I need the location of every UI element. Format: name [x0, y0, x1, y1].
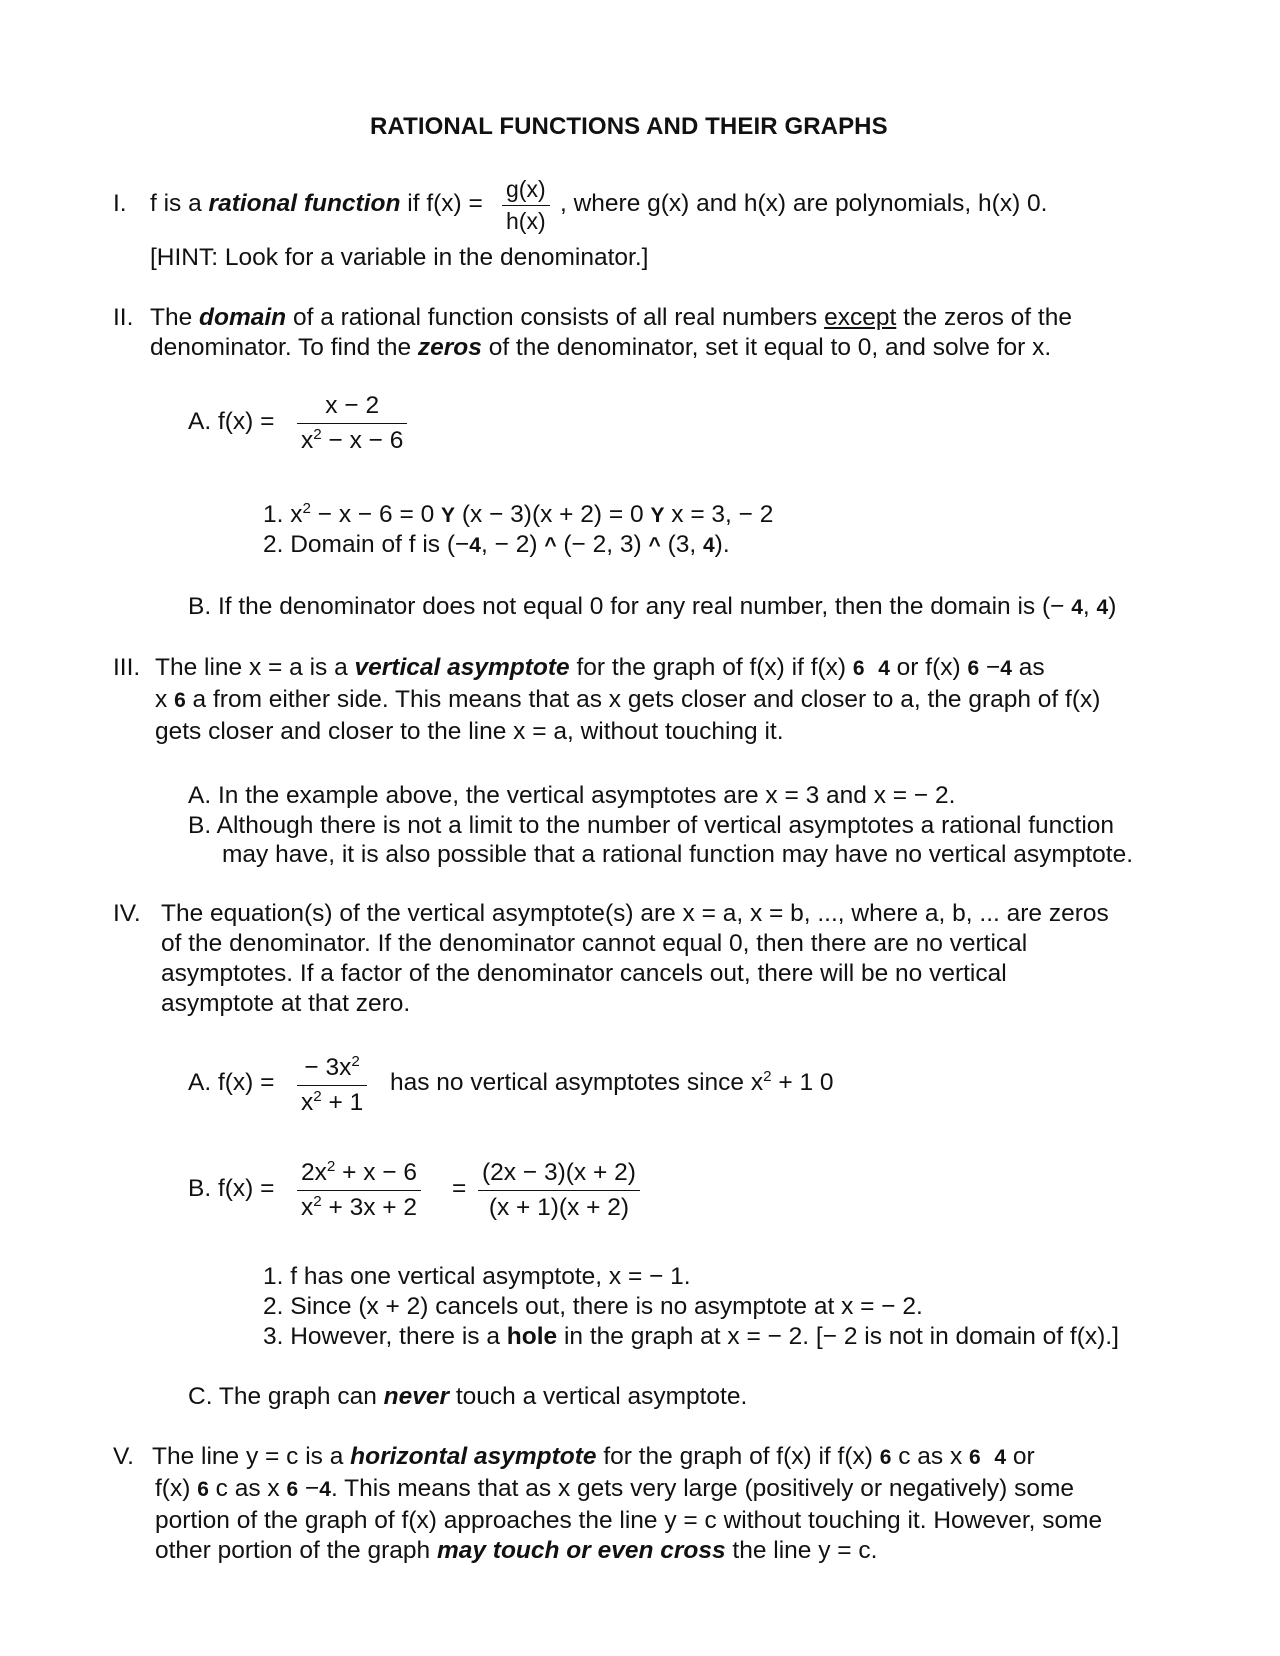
- term-hole: hole: [506, 1323, 558, 1350]
- infinity-symbol: 4: [1096, 596, 1109, 619]
- text: x: [155, 686, 175, 713]
- exponent: 2: [313, 1193, 322, 1210]
- arrow-symbol: 6: [967, 657, 980, 680]
- section-iii-line-2: [155, 685, 1100, 716]
- implies-symbol: Y: [441, 504, 456, 527]
- text: touch a vertical asymptote.: [449, 1383, 748, 1410]
- hint-text: [HINT: Look for a variable in the denominator.]: [150, 244, 649, 271]
- section-number: IV.: [113, 900, 141, 927]
- example-iv-a-label: A. f(x) =: [188, 1069, 275, 1096]
- note-iv-c: [188, 1382, 747, 1412]
- exponent: 2: [326, 1158, 336, 1175]
- section-v-line-1: [152, 1442, 1035, 1473]
- section-i-line: [150, 189, 483, 219]
- text: the zeros of the: [896, 304, 1072, 331]
- section-iv-line-2: of the denominator. If the denominator cannot equal 0, then there are no vertical: [161, 930, 1028, 957]
- section-iii-line-3: gets closer and closer to the line x = a, without touching it.: [155, 718, 784, 745]
- fraction-numerator: g(x): [502, 176, 550, 206]
- fraction-denominator: $x^2 - x - 6$: [301, 426, 404, 454]
- note-iii-b-line-2: may have, it is also possible that a rational function may have no vertical asymptote.: [222, 841, 1134, 868]
- term-rational-function: rational function: [208, 190, 401, 217]
- infinity-symbol: 4: [1071, 596, 1083, 619]
- text: f(x): [155, 1475, 198, 1502]
- fraction-example-iv-b-factored: [478, 1158, 640, 1223]
- exponent: 2: [351, 1053, 360, 1070]
- fraction-g-over-h: [502, 176, 550, 235]
- text: ): [1108, 593, 1117, 620]
- term-horizontal-asymptote: horizontal asymptote: [350, 1443, 597, 1470]
- fraction-numerator: $2x^2 + x - 6$: [297, 1158, 421, 1191]
- text: 2. Domain of f is (−: [263, 531, 470, 558]
- text: 3. However, there is a: [263, 1323, 507, 1350]
- text: (x − 3)(x + 2) = 0: [455, 501, 651, 528]
- example-iv-a-text: has no vertical asymptotes since $x^2 + 1$ 0: [390, 1068, 834, 1096]
- term-may-touch-or-cross: may touch or even cross: [436, 1537, 726, 1564]
- section-number: III.: [113, 654, 141, 681]
- section-ii-line-2: [150, 333, 1051, 363]
- exponent: 2: [763, 1068, 772, 1085]
- text: of the denominator, set it equal to 0, and solve for x.: [481, 334, 1052, 361]
- infinity-symbol: 4: [702, 534, 715, 557]
- section-iv-line-3: asymptotes. If a factor of the denominator cancels out, there will be no vertical: [161, 960, 1007, 987]
- fraction-example-ii-a: [297, 391, 407, 456]
- fraction-denominator: (x + 1)(x + 2): [488, 1194, 630, 1221]
- arrow-symbol: 6: [174, 689, 186, 712]
- fraction-denominator: $x^2 + 3x + 2$: [301, 1193, 418, 1221]
- section-v-line-4: [155, 1536, 877, 1566]
- text: denominator. To find the: [150, 334, 418, 361]
- implies-symbol: Y: [650, 504, 665, 527]
- exponent: 2: [313, 1088, 322, 1105]
- section-iv-line-4: asymptote at that zero.: [161, 990, 411, 1017]
- equals-sign: =: [452, 1175, 467, 1202]
- infinity-symbol: 4: [469, 534, 481, 557]
- step-ii-a-2: [263, 530, 730, 561]
- text: (3,: [660, 531, 703, 558]
- text: of a rational function consists of all real numbers: [286, 304, 825, 331]
- note-iii-a: A. In the example above, the vertical asymptotes are x = 3 and x = − 2.: [188, 782, 956, 809]
- text: c as x: [208, 1475, 287, 1502]
- fraction-example-iv-b-expanded: [297, 1158, 421, 1223]
- term-never: never: [383, 1383, 450, 1410]
- text: The line x = a is a: [155, 654, 355, 681]
- infinity-symbol: 4: [319, 1478, 331, 1501]
- text: B. If the denominator does not equal 0 for any real number, then the domain is (−: [188, 593, 1072, 620]
- text: x = 3, − 2: [664, 501, 774, 528]
- union-symbol: ^: [648, 534, 661, 557]
- text: if f(x) =: [400, 190, 483, 217]
- exponent: 2: [302, 500, 311, 517]
- fraction-denominator: h(x): [506, 208, 546, 234]
- infinity-symbol: 4: [1000, 657, 1012, 680]
- text: . This means that as x gets very large (positively or negatively) some: [330, 1475, 1075, 1502]
- text: for the graph of f(x) if f(x): [569, 654, 853, 681]
- text: for the graph of f(x) if f(x): [596, 1443, 880, 1470]
- arrow-symbol: 6: [286, 1478, 299, 1501]
- text: a from either side. This means that as x gets closer and closer to a, the graph of f(x): [185, 686, 1101, 713]
- fraction-numerator: x − 2: [297, 391, 407, 424]
- section-iv-line-1: The equation(s) of the vertical asymptote(s) are x = a, x = b, ..., where a, b, ... are zeros: [161, 900, 1109, 927]
- section-number: I.: [113, 190, 127, 217]
- fraction-denominator: $x^2 + 1$: [301, 1088, 364, 1116]
- underlined-except: except: [824, 304, 897, 331]
- arrow-symbol: 6: [852, 657, 865, 680]
- text: ).: [714, 531, 730, 558]
- example-iv-b-label: B. f(x) =: [188, 1175, 275, 1202]
- text: The line y = c is a: [152, 1443, 351, 1470]
- note-ii-b: [188, 592, 1116, 623]
- term-zeros: zeros: [417, 334, 482, 361]
- section-number: V.: [113, 1443, 134, 1470]
- example-ii-a-label: A. f(x) =: [188, 408, 275, 435]
- text: f is a: [150, 190, 209, 217]
- text: , − 2): [480, 531, 545, 558]
- text: −: [979, 654, 1001, 681]
- section-iii-line-1: [155, 653, 1045, 684]
- note-iii-b-line-1: B. Although there is not a limit to the number of vertical asymptotes a rational function: [188, 812, 1115, 839]
- text: ,: [1082, 593, 1097, 620]
- text: other portion of the graph: [155, 1537, 437, 1564]
- text: as: [1011, 654, 1045, 681]
- text: or: [1006, 1443, 1035, 1470]
- union-symbol: ^: [544, 534, 557, 557]
- text: (− 2, 3): [556, 531, 649, 558]
- text: −: [298, 1475, 320, 1502]
- page-title: RATIONAL FUNCTIONS AND THEIR GRAPHS: [370, 113, 888, 140]
- arrow-symbol: 6: [879, 1446, 892, 1469]
- step-ii-a-1: [263, 500, 773, 531]
- section-ii-line-1: [150, 303, 1072, 333]
- text: C. The graph can: [188, 1383, 384, 1410]
- step-iv-b-1: 1. f has one vertical asymptote, x = − 1.: [263, 1263, 691, 1290]
- section-v-line-2: [155, 1474, 1074, 1505]
- text: in the graph at x = − 2. [− 2 is not in domain of f(x).]: [557, 1323, 1119, 1350]
- infinity-symbol: 4: [878, 657, 890, 680]
- text: the line y = c.: [725, 1537, 878, 1564]
- term-vertical-asymptote: vertical asymptote: [354, 654, 570, 681]
- infinity-symbol: 4: [994, 1446, 1007, 1469]
- fraction-numerator: − $3x^2$: [297, 1053, 367, 1086]
- section-number: II.: [113, 304, 134, 331]
- step-iv-b-2: 2. Since (x + 2) cancels out, there is no asymptote at x = − 2.: [263, 1293, 923, 1320]
- fraction-example-iv-a: [297, 1053, 367, 1118]
- text: c as x: [891, 1443, 970, 1470]
- exponent: 2: [313, 426, 322, 443]
- text: 1. $x^2 - x - 6 = 0$: [263, 500, 442, 528]
- arrow-symbol: 6: [969, 1446, 981, 1469]
- text: or f(x): [889, 654, 968, 681]
- section-v-line-3: portion of the graph of f(x) approaches the line y = c without touching it. However, some: [155, 1507, 1103, 1534]
- fraction-numerator: (2x − 3)(x + 2): [478, 1158, 640, 1191]
- arrow-symbol: 6: [197, 1478, 209, 1501]
- text: The: [150, 304, 200, 331]
- term-domain: domain: [199, 304, 287, 331]
- section-i-tail: , where g(x) and h(x) are polynomials, h(x) 0.: [560, 190, 1048, 217]
- step-iv-b-3: [263, 1322, 1119, 1352]
